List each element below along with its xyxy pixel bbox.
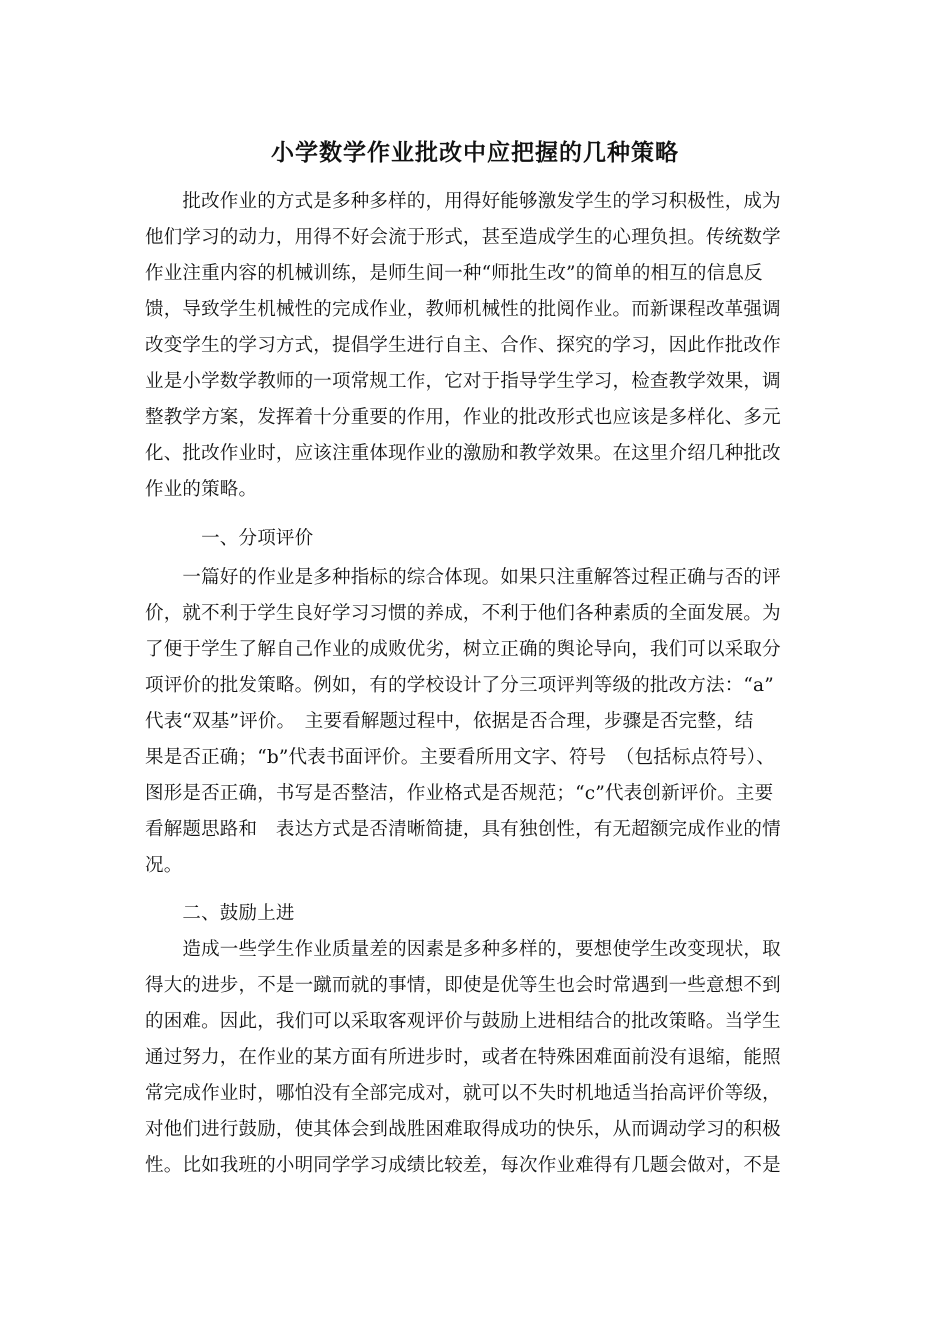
paragraph-line: 一篇好的作业是多种指标的综合体现。如果只注重解答过程正确与否的评: [145, 567, 781, 588]
document-title: 小学数学作业批改中应把握的几种策略: [271, 140, 679, 166]
paragraph-line: 看解题思路和 表达方式是否清晰简捷，具有独创性，有无超额完成作业的情: [145, 819, 781, 840]
paragraph-line: 造成一些学生作业质量差的因素是多种多样的，要想使学生改变现状，取: [145, 939, 781, 960]
paragraph-line: 作业注重内容的机械训练，是师生间一种“师批生改”的简单的相互的信息反: [145, 263, 763, 284]
paragraph-line: 他们学习的动力，用得不好会流于形式，甚至造成学生的心理负担。传统数学: [145, 227, 781, 248]
paragraph-line: 馈，导致学生机械性的完成作业，教师机械性的批阅作业。而新课程改革强调: [145, 299, 781, 320]
paragraph-line: 整教学方案，发挥着十分重要的作用，作业的批改形式也应该是多样化、多元: [145, 407, 781, 428]
paragraph-line: 得大的进步，不是一蹴而就的事情，即使是优等生也会时常遇到一些意想不到: [145, 975, 781, 996]
paragraph-line: 图形是否正确，书写是否整洁，作业格式是否规范；“c”代表创新评价。主要: [145, 783, 774, 804]
paragraph-line: 果是否正确；“b”代表书面评价。主要看所用文字、符号 （包括标点符号）、: [145, 747, 775, 768]
paragraph-line: 了便于学生了解自己作业的成败优劣，树立正确的舆论导向，我们可以采取分: [145, 639, 781, 660]
paragraph-line: 对他们进行鼓励，使其体会到战胜困难取得成功的快乐，从而调动学习的积极: [145, 1119, 781, 1140]
paragraph-line: 化、批改作业时，应该注重体现作业的激励和教学效果。在这里介绍几种批改: [145, 443, 781, 464]
paragraph-line: 批改作业的方式是多种多样的，用得好能够激发学生的学习积极性，成为: [145, 191, 781, 212]
paragraph-line: 价，就不利于学生良好学习习惯的养成，不利于他们各种素质的全面发展。为: [145, 603, 781, 624]
paragraph-line: 业是小学数学教师的一项常规工作，它对于指导学生学习，检查教学效果，调: [145, 371, 781, 392]
paragraph-line: 性。比如我班的小明同学学习成绩比较差，每次作业难得有几题会做对，不是: [145, 1155, 781, 1176]
paragraph-line: 作业的策略。: [145, 479, 258, 500]
paragraph-line: 常完成作业时，哪怕没有全部完成对，就可以不失时机地适当抬高评价等级，: [145, 1083, 781, 1104]
section-heading: 二、鼓励上进: [145, 903, 295, 924]
paragraph-line: 的困难。因此，我们可以采取客观评价与鼓励上进相结合的批改策略。当学生: [145, 1011, 781, 1032]
paragraph-line: 改变学生的学习方式，提倡学生进行自主、合作、探究的学习，因此作批改作: [145, 335, 781, 356]
paragraph-line: 况。: [145, 855, 183, 876]
paragraph-line: 项评价的批发策略。例如，有的学校设计了分三项评判等级的批改方法：“a”: [145, 675, 774, 696]
paragraph-line: 代表“双基”评价。 主要看解题过程中，依据是否合理，步骤是否完整，结: [145, 711, 754, 732]
section-heading: 一、分项评价: [145, 528, 314, 549]
paragraph-line: 通过努力，在作业的某方面有所进步时，或者在特殊困难面前没有退缩，能照: [145, 1047, 781, 1068]
